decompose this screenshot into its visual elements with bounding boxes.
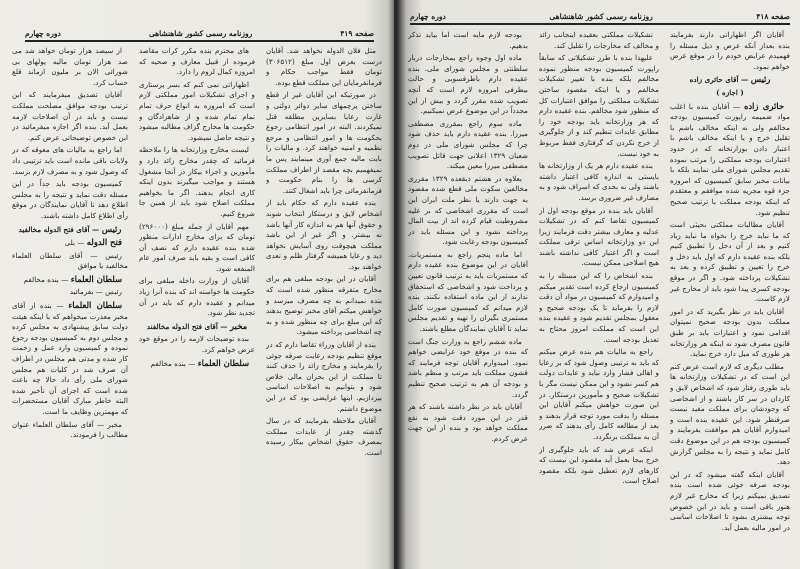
paragraph-text: اما راجع به مالیات های معوقه که در ولایات باقی مانده است باید ترتیبی داد که وصول شود و به مصرف لازم برسد. <box>12 145 128 176</box>
paragraph-text: از سیصد هزار تومان خواهد شد می صد هزار تومان مالیه پولهای بی شورائی الان بر ملیون ازماند قلع حساب کرد. <box>12 46 128 87</box>
paragraph <box>670 74 790 86</box>
paragraph-text: اینکه عرض شد که باید جلوگیری از خرج بیجا بعمل آید مقصود این نیست که کارهای لازم تعطیل شود بلکه مقصود اصلاح است. <box>539 444 659 486</box>
page-number: صفحه ۴۱۹ <box>340 29 374 38</box>
paragraph-text: — آقای حائری زاده <box>689 75 749 85</box>
paragraph-text: رئیس — آقای سلطان العلماء مخالفید یا موافق <box>12 250 128 271</box>
volume-label: دوره چهارم <box>25 29 61 38</box>
paragraph-text: آقایان تصدیق میفرمایند که این ترتیب بودجه موافق مصلحت مملکت نیست و باید در آن اصلاحات لازمه بعمل آید. بنده اگر اجازه میفرمائید در این خصوص توضیحاتی عرض کنم. <box>12 90 128 142</box>
paragraph-text: لیست مخارج وزارتخانه ها را ملاحظه فرمائید که چقدر مخارج زائد دارد و مأمورین و اجزاء بیکار در آنجا مشغول هستند و مواجب میگیرند بدون اینکه کاری انجام بدهند. اگر ما بخواهیم مملکت اصلاح شود باید از همین جا شروع کنیم. <box>139 145 255 218</box>
paragraph <box>12 90 128 143</box>
paragraph-text: — بنده مخالفم <box>23 274 69 284</box>
paragraph <box>539 30 659 51</box>
paragraph-text: بودجه لازم مایه است اما بیاید تذکر بدهیم. <box>408 30 528 50</box>
paragraph-text: اظهاراتی نمی کنم که بسر پرستاری و اجرای تشکیلات امور مملکتی لازم است که امروزه به انواع حرف تمام تمام تمام شده و از شاهزادگان و حکومت ها مخارج گزاف مطالبه میشود و نتیجه حاصل نمیشود. <box>139 79 255 142</box>
paragraph-text: — بلی <box>64 238 85 248</box>
speaker-name: حائری زاده <box>743 100 785 111</box>
paragraph-text: — بنده از آقای مخبر معذرت میخواهم که با اینکه هیئت دولت سابق پیشنهادی به مجلس کرده و مجلس دوم به کمیسیون بودجه رجوع نموده و کمیسیون وارد عمل و زحمت کار شده و مدتی هم مجلس در اطراف آن صرف شد در کلیات هم مجلس شورای ملی رأی داد حالا چه باعث شده است که اجرای آن تأخیر شده البته خاطر مبارک آقایان مستحضرات که مهمترین وظایف ما است. <box>12 301 128 416</box>
paragraph <box>12 145 128 177</box>
paragraph-text: آقایان اینکه گفته میشود که در این بودجه صرفه جوئی شده است بنده تصدیق نمیکنم زیرا که مخارج غیر لازم هنوز باقی است و باید در این خصوص توجه بیشتری بشود تا اصلاحات اساسی در امور مالیه بعمل آید. <box>670 469 790 532</box>
paragraph-text: راجع به مالیات هم بنده عرض میکنم که باید به ترتیبی وصول شود که بر رعایا و اهالی فشار وارد نیاید و عایدات دولت هم کسر نشود و این ممکن نیست مگر با تشکیلات صحیح و مأمورین درستکار. در این صورت خواهش میکنم آقایان این مسئله را بدقت مورد توجه قرار بدهند و بعد از مطالعه کامل رأی بدهند که ضرر آن به مملکت برنگردد. <box>539 347 659 441</box>
paragraph <box>670 362 790 468</box>
paragraph <box>408 250 528 335</box>
speaker-name: مخبر <box>230 320 248 331</box>
paragraph <box>139 358 255 370</box>
paragraph <box>408 53 528 117</box>
text-columns <box>408 30 790 557</box>
paragraph <box>12 251 128 272</box>
paragraph <box>539 271 659 345</box>
paragraph <box>539 445 659 487</box>
paragraph-text: آقایان باید در نظر داشته باشند که هر قدر در این مورد دقت شود به نفع مملکت خواهد بود و بنده از این جهت عرض کردم. <box>408 402 528 443</box>
paragraph-text: بنده اشخاص را که این مسئله را به کمیسیون ارجاع کرده است تقدیر میکنم و امیدوارم که کمیسیون در مواد آن دقت لازم را بفرماید تا یک بودجه صحیح و معقول بمجلس تقدیم شود و عقیده بنده این است که مملکت امروز محتاج به تعدیل بودجه است. <box>539 271 659 344</box>
speaker-name: رئیس <box>750 74 771 85</box>
volume-label: دوره چهارم <box>410 12 446 21</box>
paragraph <box>408 337 528 401</box>
paragraph-text: تشکیلات مملکتی بعقیده اینجانب زائد و مخالف که مخارجات را تقلیل کند. <box>539 30 659 50</box>
text-columns <box>12 46 382 561</box>
speaker-name: فتح الدوله <box>86 237 122 248</box>
paragraph <box>408 402 528 444</box>
paragraph-text: رئیس — بفرمائید <box>69 287 122 297</box>
paragraph <box>12 46 128 88</box>
paragraph <box>266 198 382 272</box>
right-page <box>398 0 800 569</box>
paragraph <box>139 276 255 318</box>
speaker-name: سلطان العلماء <box>70 273 122 284</box>
paragraph-text: مخبر — آقای سلطان العلماء عنوان مطالب را فرمودند. <box>12 419 128 440</box>
paragraph-text: آقایان باید بنده در موقع بودجه اول از کمیسیون تقاضا کنم که در تشکیلات عدلیه و معارف بیشتر دقت فرمایند زیرا این دو وزارتخانه اساس ترقی مملکت است و اگر اعتبار کافی نداشته باشند هیچ اصلاحی ممکن نیست. <box>539 205 659 268</box>
paragraph-text: آقایان در این بودجه مبلغی هم برای مخارج متفرقه منظور شده است که بنده نمیدانم به چه مصرف میرسد و خواهش میکنم آقای مخبر توضیح بدهند که این مبلغ برای چه منظور شده و به چه اشخاصی پرداخته میشود. <box>266 274 382 337</box>
paragraph-text: — آقای فتح الدوله مخالفید <box>18 224 100 234</box>
page-number: صفحه ۴۱۸ <box>756 12 790 21</box>
paragraph-text: مهم آقایان از جمله مبلغ (۲۹۶۰۰۰) تومان که برای مخارج ادارات منظور شده بنده عقیده دارم که نصف آن کافی است و بقیه باید صرف امور عام المنفعه شود. <box>139 221 255 273</box>
paragraph <box>539 161 659 203</box>
page-header <box>410 8 790 25</box>
speaker-name: رئیس <box>101 223 122 234</box>
paragraph <box>266 46 382 88</box>
paragraph-text: بنده توضیحات لازمه را در موقع خود عرض خواهم کرد. <box>139 334 255 355</box>
paragraph-text: — آقایان بنده با اغلب مواد ضمیمه راپورت کمیسیون بودجه مخالفم ولی نه اینکه مخالف باشم با تقلیل خرج و یا اینکه مخالف باشم با اعتبار دادن بوزارتخانه که در حدود اعتبارات بودجه مملکتی را مرتب نموده تقدیم مجلس شورای ملی نمایند بلکه با بیانات مخبر سابق کمیسیون که امروزه جزء قوه مجریه شده موافقم و معتقدم که اینکه بودجه مملکت با ترتیب صحیح تنظیم شود. <box>670 101 790 217</box>
paragraph <box>12 237 128 249</box>
paragraph-text: مثل فلان الدوله نخواهد شد. آقایان درست بعرض اول مبلغ (۳۰۶۵۱۲) تومان فقط مواجب حکام و فرمانفرمایان این مملکت قطع بوده. <box>266 46 382 87</box>
paragraph <box>139 334 255 355</box>
paragraph-text: اما ماده پنجم راجع به مستمریات. آقایان در این موضوع بنده عقیده دارم که مستمریات باید به ترتیب قانون تعیین و پرداخت شود و اشخاصی که استحقاق ندارند از این ماده استفاده نکنند. بنده لازم میدانم که کمیسیون صورت کامل مستمری بگیران را تهیه و تقدیم مجلس نماید تا آقایان نمایندگان مطلع باشند. <box>408 249 528 334</box>
paragraph <box>266 90 382 196</box>
paragraph <box>12 287 128 298</box>
paragraph <box>266 274 382 338</box>
left-page <box>0 0 396 569</box>
paragraph-text: ( اجازه ) <box>716 87 744 97</box>
paragraph-text: ماده اول وجوه راجع بمخارجات دربار سلطنتی و مجلس شورای ملی. بنده عقیده دارم باطرفسوبی و حالت بیطرفی امروزه لازم است که آنچه تصویب شده مقرر گردد و بیش از این مجدداً در این موضوع عرض نمیکنیم. <box>408 53 528 116</box>
paragraph <box>539 347 659 442</box>
newspaper-title: روزنامه رسمی کشور شاهنشاهی <box>148 29 253 38</box>
paragraph-text: بعلاوه در هشتم ذیقعده ۱۳۲۹ مقرری مخالفین سکوت ملی قطع شده مقصود به جهت دارند یا نظر ملت ایران این است که مقرری اشخاصی که بر علیه مشروطیت قیام کرده اند از بیت المال پرداخته نشود و این مسئله باید در کمیسیون بودجه رعایت شود. <box>408 173 528 247</box>
paragraph-text: — آقای فتح الدوله مخالفند <box>146 321 228 331</box>
paragraph <box>670 470 790 534</box>
paragraph-text: کمیسیون بودجه باید جداً در این مسئله دقت نماید و نتیجه را به مجلس اطلاع دهد تا آقایان نمایندگان در موقع رأی اطلاع کامل داشته باشند. <box>12 179 128 220</box>
paragraph <box>408 30 528 51</box>
paragraph <box>670 220 790 305</box>
paragraph-text: آقایان ملاحظه بفرمایند که در سال گذشته چقدر از عایدات مملکت بمصرف حقوق اشخاص بیکار رسیده است. <box>266 416 382 457</box>
paragraph <box>139 321 255 333</box>
newspaper-title: روزنامه رسمی کشور شاهنشاهی <box>549 12 653 21</box>
paragraph <box>266 416 382 458</box>
paragraph <box>539 53 659 159</box>
paragraph <box>12 274 128 286</box>
paragraph-text: آقایان از وزارت داخله مبلغی برای حکومت ها خواسته اند که بنده آنرا زیاد میدانم و عقیده دارم که باید در آن تجدید نظر شود. <box>139 276 255 318</box>
paragraph-text: مطلب دیگری که لازم است عرض کنم این است که در تشکیلات وزارتخانه ها باید طوری رفتار شود که اشخاص لایق و کاردان در سر کار باشند و از اشخاصی که وجودشان برای مملکت مفید نیست صرفنظر شود. این عقیده بنده است و امیدوارم آقایان هم موافقت بفرمایند و کمیسیون بودجه هم در این موضوع دقت کامل نماید و نتیجه را به مجلس گزارش دهد. <box>670 361 790 467</box>
column <box>12 46 128 561</box>
speaker-name: سلطان العلماء <box>68 300 122 311</box>
page-header <box>25 25 374 42</box>
column <box>139 46 255 561</box>
paragraph-text: آقایان اگر اظهاراتی دارند بفرمایند بنده بعداز آنکه عرض و ذیل مسئله را فهمیدم عرایض خودم را در موقع عرض خواهم نمود. <box>670 30 790 71</box>
paragraph-text: بنده از آقایان وزراء تقاضا دارم که در موقع تنظیم بودجه رعایت صرفه جوئی را بفرمایند و مخارج زائد را حذف کنند تا مملکت از این بحران مالی خلاص شود و بتوانیم به اصلاحات اساسی بپردازیم. اینها عرایضی بود که در این موضوع داشتم. <box>266 340 382 413</box>
paragraph-text: — بنده مخالفم <box>150 358 196 368</box>
paragraph-text: ماده سوم راجع بمقرری مصطفی میرزا. بنده عقیده دارم باید حذف شود چرا که مجلس شورای ملی در دوم شعبان ۱۳۲۹ اعلانی جهت قاتل تصویب مصطفی میرزا معین میکند. <box>408 118 528 171</box>
speaker-name: سلطان العلماء <box>197 357 249 368</box>
paragraph-text: در صورتیکه این آقایان غیر از قطع ساختن پرچمهای سایر دوائر دولتی و غارت رعایا بسایرین مطلقه قتل نمیکردند. البته در امور انتظامی رجوع بحکومت ها و امور انتظامی و مرجع نظمیه و امنیه خواهند کرد. و مالیات را بابت مالیه جمع آوری مینمایند پس ما نمیفهمیم بچه مقصد از اطراف مملکت کرسی ها را بنام حکومت و فرمانفرمائی چرا باید اشغال کنند. <box>266 90 382 195</box>
paragraph-text: آقایان باید در نظر بگیرید که در امور مملکت بدون بودجه صحیح نمیتوان اقدامی نمود و اعتبارات باید بر طبق قانون مصرف شود نه اینکه هر وزارتخانه هر طوری که میل دارد خرج نماید. <box>670 306 790 359</box>
paragraph <box>670 30 790 72</box>
column <box>408 30 528 557</box>
paragraph <box>139 222 255 275</box>
column <box>539 30 659 557</box>
paragraph <box>670 307 790 360</box>
paragraph <box>12 300 128 418</box>
paragraph-text: بنده عقیده دارم هر یک از وزارتخانه ها بایستی به اندازه کافی اعتبار داشته باشند ولی نه بحدی که اسراف شود و به مصارف غیر ضروری برسد. <box>539 161 659 202</box>
column <box>266 46 382 561</box>
paragraph <box>670 88 790 99</box>
paragraph <box>12 224 128 236</box>
paragraph-text: علیهذا بنده با طرز تشکیلاتی که سابقاً راپورت کمیسیون بودجه منظور نموده مخالفم بلکه بنده با تغییر تشکیلات مخالفم و یا اینکه مقصود ساختن تشکیلات مملکتی را موافق اعتبارات کل که منظور شود مخالفم. بنده عقیده دارم که هر وزارتخانه باید بودجه خود را مطابق عایدات تنظیم کند و از جلوگیری از خرج نکردن که گرفتاری فقط مربوط به خود نیست. <box>539 53 659 158</box>
paragraph <box>139 145 255 219</box>
paragraph <box>670 101 790 219</box>
paragraph <box>139 80 255 144</box>
paragraph <box>408 174 528 248</box>
paragraph <box>266 340 382 414</box>
paragraph <box>12 420 128 441</box>
column <box>670 30 790 557</box>
paragraph <box>12 179 128 221</box>
paragraph <box>539 206 659 270</box>
paragraph <box>139 46 255 78</box>
paragraph-text: بنده عقیده دارم که حکام باید از اشخاص لایق و درستکار انتخاب شوند و حقوق آنها هم به اندازه کار آنها باشد نه بیشتر. و اگر غیر از این باشد مملکت هیچوقت روی آسایش نخواهد دید و رعایا همیشه گرفتار ظلم و تعدی خواهند بود. <box>266 198 382 271</box>
paragraph-text: آقایان مطالبات مملکتی بحیثی است که ما نباید خرج را بخواه ما نباید زیاد کنیم و بعد از آن دخل را تطبیق کنیم بلکه بنده عقیده دارم که اول باید دخل و خرج را تعیین و تطبیق کرده و بعد به تشکیلات پرداخته شود. و اگر در موقع بودجه کسری پیدا شود باید از مخارج غیر لازم کاست. <box>670 220 790 304</box>
paragraph-text: های محترم بنده مکرر کرات مقاصد فرموده از قبیل معارف و صحیه که امروزه کمال لزوم را دارد. <box>139 46 255 77</box>
paragraph <box>408 119 528 172</box>
paragraph-text: ماده ششم راجع به وزارت جنگ است که بنده در موقع خود عرایضی خواهم نمود. امیدوارم آقایان توجه فرمایند که قشون مملکت باید مرتب و منظم باشد و بودجه آن هم به ترتیب صحیح تنظیم گردد. <box>408 336 528 399</box>
